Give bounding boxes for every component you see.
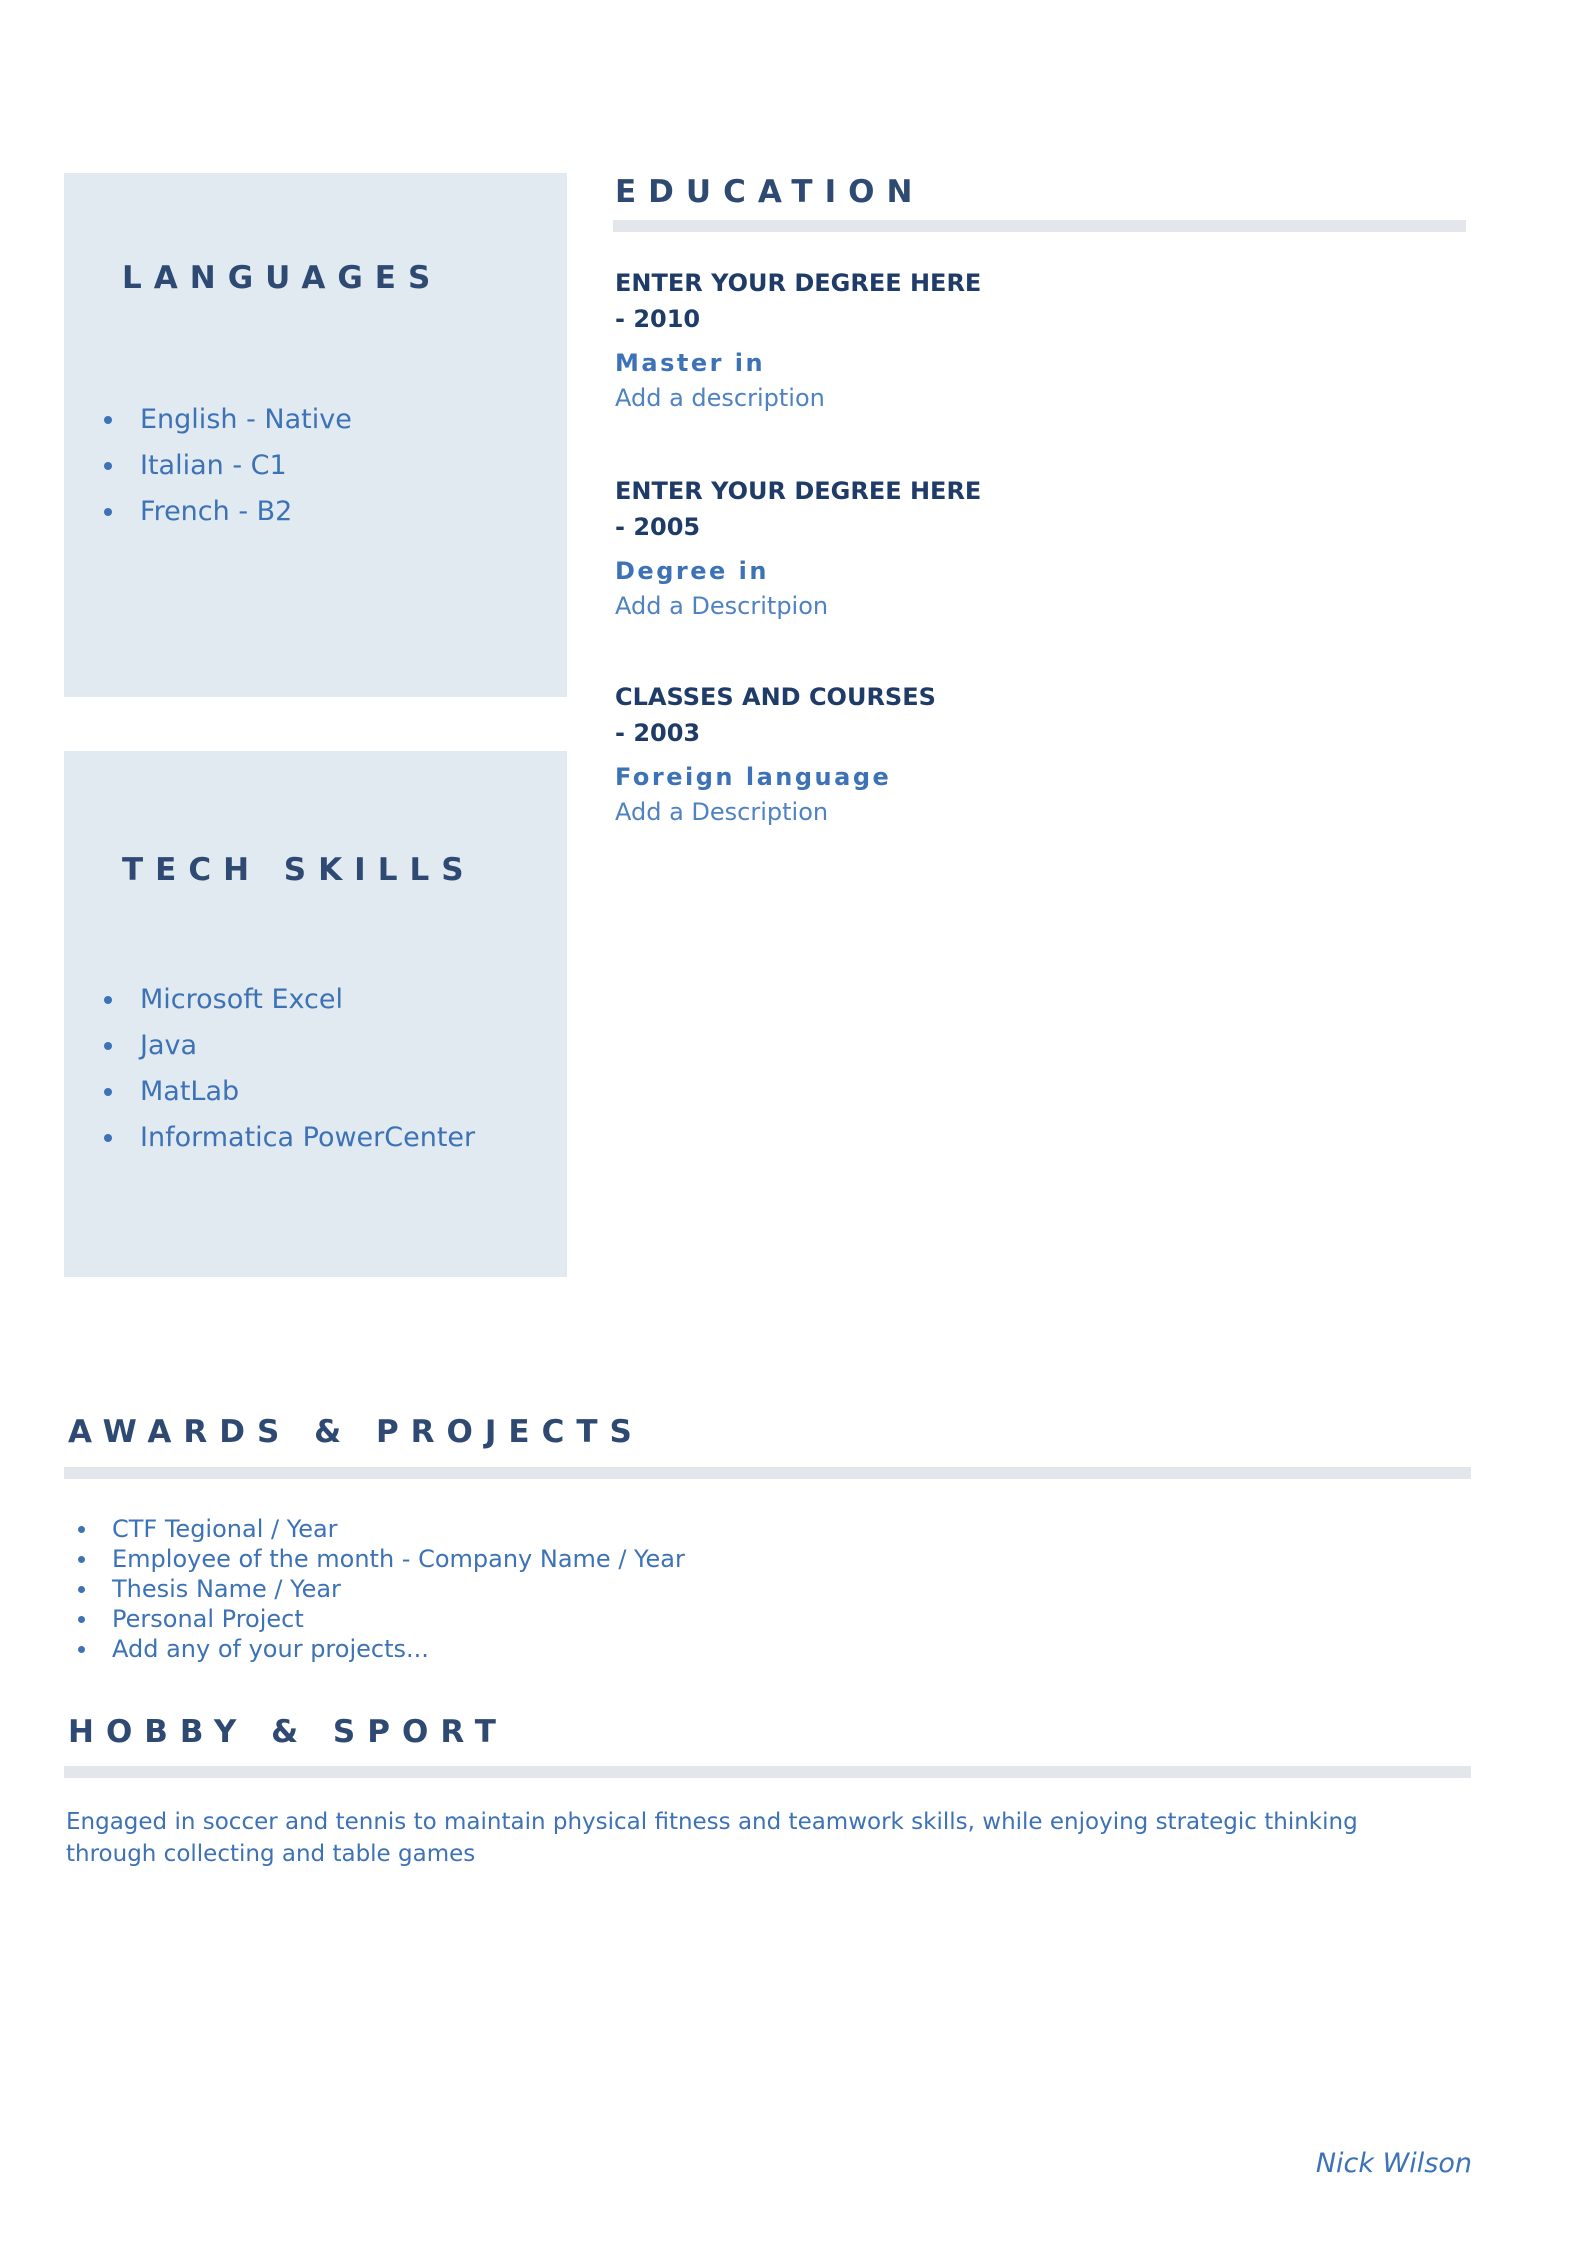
degree-description: Add a Description — [615, 798, 829, 826]
education-divider — [613, 220, 1466, 232]
list-item: Thesis Name / Year — [78, 1574, 685, 1604]
degree-subject: Foreign language — [615, 763, 892, 791]
education-title: EDUCATION — [615, 174, 925, 210]
hobby-divider — [64, 1766, 1471, 1778]
degree-title: CLASSES AND COURSES — [615, 683, 936, 711]
list-item: English - Native — [104, 397, 352, 443]
awards-divider — [64, 1467, 1471, 1479]
degree-year: - 2005 — [615, 513, 701, 541]
list-item: MatLab — [104, 1069, 475, 1115]
education-entry — [615, 265, 1375, 415]
education-entry — [615, 473, 1375, 623]
list-item: Italian - C1 — [104, 443, 352, 489]
list-item: French - B2 — [104, 489, 352, 535]
degree-year: - 2003 — [615, 719, 701, 747]
list-item: Add any of your projects... — [78, 1634, 685, 1664]
list-item: Informatica PowerCenter — [104, 1115, 475, 1161]
list-item: Employee of the month - Company Name / Year — [78, 1544, 685, 1574]
degree-description: Add a Descritpion — [615, 592, 829, 620]
tech-skills-title: TECH SKILLS — [122, 852, 476, 888]
degree-subject: Master in — [615, 349, 766, 377]
degree-subject: Degree in — [615, 557, 769, 585]
hobby-title: HOBBY & SPORT — [68, 1714, 508, 1750]
degree-title: ENTER YOUR DEGREE HERE — [615, 269, 982, 297]
awards-list — [78, 1514, 685, 1664]
degree-year: - 2010 — [615, 305, 701, 333]
signature-name: Nick Wilson — [1315, 2148, 1472, 2179]
tech-skills-list — [104, 977, 475, 1161]
languages-title: LANGUAGES — [122, 260, 443, 296]
list-item: CTF Tegional / Year — [78, 1514, 685, 1544]
list-item: Personal Project — [78, 1604, 685, 1634]
awards-title: AWARDS & PROJECTS — [68, 1414, 644, 1450]
list-item: Java — [104, 1023, 475, 1069]
languages-list — [104, 397, 352, 535]
list-item: Microsoft Excel — [104, 977, 475, 1023]
education-entry — [615, 679, 1375, 829]
hobby-description: Engaged in soccer and tennis to maintain physical fitness and teamwork skills, while enjoying strategic thinking through collecting and table games — [66, 1809, 1358, 1867]
degree-description: Add a description — [615, 384, 825, 412]
degree-title: ENTER YOUR DEGREE HERE — [615, 477, 982, 505]
